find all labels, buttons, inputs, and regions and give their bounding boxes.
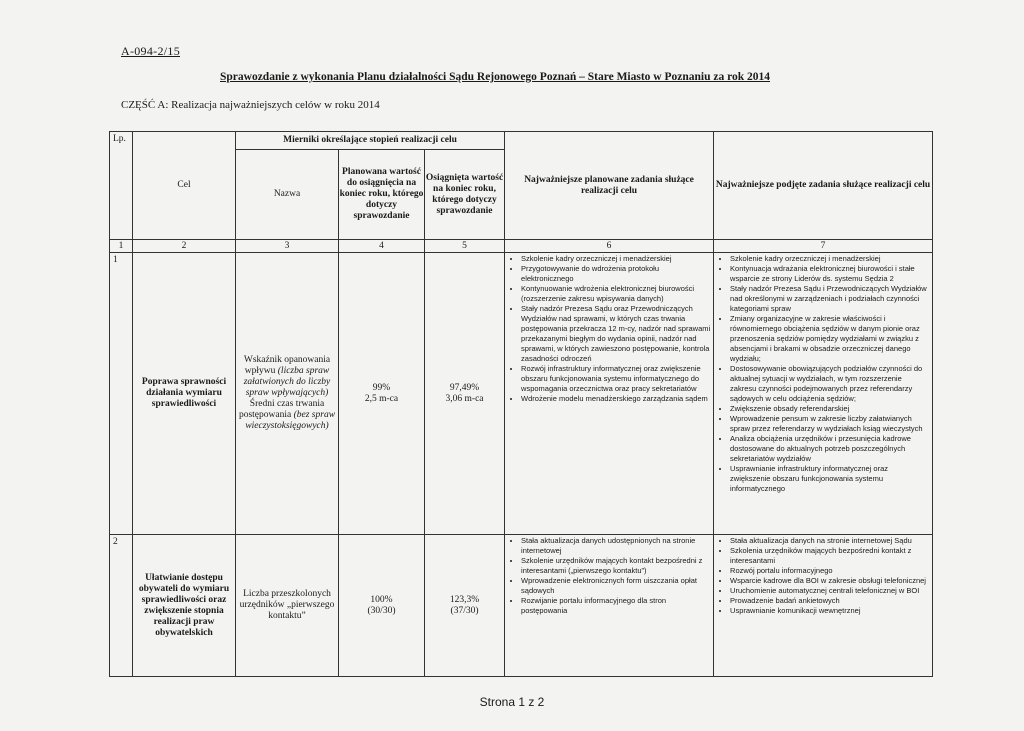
header-lp: Lp. — [110, 132, 133, 240]
list-item: • Szkolenie urzędników mających kontakt bezpośredni z interesantami („pierwszego kontaktu”) — [521, 556, 711, 576]
list-item: • Rozwój infrastruktury informatycznej oraz zwiększenie obszaru funkcjonowania systemu informatycznego do wspomagania orzecznictwa oraz pracy sekretariatów — [521, 364, 711, 394]
header-mierniki: Mierniki określające stopień realizacji celu — [236, 132, 505, 150]
list-item: • Stała aktualizacja danych udostępnionych na stronie internetowej — [521, 536, 711, 556]
list-item: • Usprawnianie infrastruktury informatycznej oraz zwiększenie obszaru funkcjonowania systemu informatycznego — [730, 464, 930, 494]
planned-tasks — [505, 253, 714, 535]
list-item: • Przygotowywanie do wdrożenia protokołu elektronicznego — [521, 264, 711, 284]
measure-name: Liczba przeszkolonych urzędników „pierwszego kontaktu” — [236, 535, 339, 677]
planned-value: 2,5 m-ca — [364, 393, 399, 404]
list-item: • Kontynuacja wdrażania elektronicznej biurowości i stałe wsparcie ze strony Liderów ds. systemu Sędzia 2 — [730, 264, 930, 284]
row-number: 2 — [110, 535, 133, 677]
col-number: 6 — [505, 240, 714, 253]
measure-name: Średni czas trwania postępowania (bez spraw wieczystoksięgowych) — [238, 399, 336, 431]
planned-value: 99% — [372, 382, 391, 393]
list-item: • Dostosowywanie obowiązujących podziałów czynności do aktualnej sytuacji w wydziałach, w tym rozszerzenie zakresu czynności podejmowanych przez referendarzy sądowych w celu odciążenia sędziów; — [730, 364, 930, 404]
list-item: • Wprowadzenie pensum w zakresie liczby załatwianych spraw przez referendarzy w wydziałach ksiąg wieczystych — [730, 414, 930, 434]
col-number: 4 — [339, 240, 425, 253]
completed-tasks — [714, 253, 933, 535]
list-item: • Zwiększenie obsady referendarskiej — [730, 404, 930, 414]
header-completed-tasks: Najważniejsze podjęte zadania służące realizacji celu — [714, 132, 933, 240]
planned-tasks — [505, 535, 714, 677]
planned-value: 100% (30/30) — [339, 535, 425, 677]
report-title: Sprawozdanie z wykonania Planu działalności Sądu Rejonowego Poznań – Stare Miasto w Poznaniu za rok 2014 — [220, 71, 771, 83]
list-item: • Kontynuowanie wdrożenia elektronicznej biurowości (rozszerzenie zakresu wpisywania danych) — [521, 284, 711, 304]
col-number: 3 — [236, 240, 339, 253]
goals-table — [109, 131, 933, 677]
planned-values — [339, 253, 425, 535]
completed-tasks — [714, 535, 933, 677]
col-number: 5 — [425, 240, 505, 253]
list-item: • Usprawnianie komunikacji wewnętrznej — [730, 606, 930, 616]
list-item: • Zmiany organizacyjne w zakresie właściwości i równomiernego obciążenia sędziów w danym pionie oraz przenoszenia sędziów pomiędzy wydziałami w związku z absencjami i brakami w obsadzie orzeczniczej danego wydziału; — [730, 314, 930, 364]
col-number: 1 — [110, 240, 133, 253]
goal-text: Ułatwianie dostępu obywateli do wymiaru sprawiedliwości oraz zwiększenie stopnia realizacji praw obywatelskich — [133, 535, 236, 677]
header-nazwa: Nazwa — [236, 150, 339, 240]
list-item: • Stała aktualizacja danych na stronie internetowej Sądu — [730, 536, 930, 546]
list-item: • Stały nadzór Prezesa Sądu i Przewodniczących Wydziałów nad określonymi w zarządzeniach i podziałach czynności kategoriami spraw — [730, 284, 930, 314]
list-item: • Wsparcie kadrowe dla BOI w zakresie obsługi telefonicznej — [730, 576, 930, 586]
list-item: • Rozwijanie portalu informacyjnego dla stron postępowania — [521, 596, 711, 616]
page-number: Strona 1 z 2 — [479, 695, 545, 709]
table-row — [110, 253, 933, 535]
col-number: 2 — [133, 240, 236, 253]
list-item: • Prowadzenie badań ankietowych — [730, 596, 930, 606]
list-item: • Stały nadzór Prezesa Sądu oraz Przewodniczących Wydziałów nad sprawami, w których czas trwania postępowania przekracza 12 m-cy, nadzór nad sprawami przekazanymi biegłym do wydania opinii, nadzór nad sprawami, w których zawieszono postępowanie, kontrola zasadności odroczeń — [521, 304, 711, 364]
col-number: 7 — [714, 240, 933, 253]
measure-names — [236, 253, 339, 535]
header-achieved-value: Osiągnięta wartość na koniec roku, którego dotyczy sprawozdanie — [425, 150, 505, 240]
header-planned-tasks: Najważniejsze planowane zadania służące realizacji celu — [505, 132, 714, 240]
achieved-value: 123,3% (37/30) — [425, 535, 505, 677]
header-cel: Cel — [133, 132, 236, 240]
table-row — [110, 535, 933, 677]
measure-name: Wskaźnik opanowania wpływu (liczba spraw załatwionych do liczby spraw wpływających) — [243, 355, 331, 398]
list-item: • Rozwój portalu informacyjnego — [730, 566, 930, 576]
achieved-value: 97,49% — [449, 382, 480, 393]
list-item: • Wprowadzenie elektronicznych form uiszczania opłat sądowych — [521, 576, 711, 596]
list-item: • Szkolenia urzędników mających bezpośredni kontakt z interesantami — [730, 546, 930, 566]
header-planned-value: Planowana wartość do osiągnięcia na koniec roku, którego dotyczy sprawozdanie — [339, 150, 425, 240]
list-item: • Uruchomienie automatycznej centrali telefonicznej w BOI — [730, 586, 930, 596]
achieved-values — [425, 253, 505, 535]
list-item: • Wdrożenie modelu menadżerskiego zarządzania sądem — [521, 394, 711, 404]
list-item: • Szkolenie kadry orzeczniczej i menadżerskiej — [521, 254, 711, 264]
row-number: 1 — [110, 253, 133, 535]
document-id: A-094-2/15 — [121, 44, 180, 58]
list-item: • Szkolenie kadry orzeczniczej i menadżerskiej — [730, 254, 930, 264]
part-heading: CZĘŚĆ A: Realizacja najważniejszych celów w roku 2014 — [121, 99, 380, 111]
list-item: • Analiza obciążenia urzędników i przesunięcia kadrowe dostosowane do aktualnych potrzeb poszczególnych sekretariatów wydziałów — [730, 434, 930, 464]
goal-text: Poprawa sprawności działania wymiaru sprawiedliwości — [133, 253, 236, 535]
achieved-value: 3,06 m-ca — [445, 393, 484, 404]
